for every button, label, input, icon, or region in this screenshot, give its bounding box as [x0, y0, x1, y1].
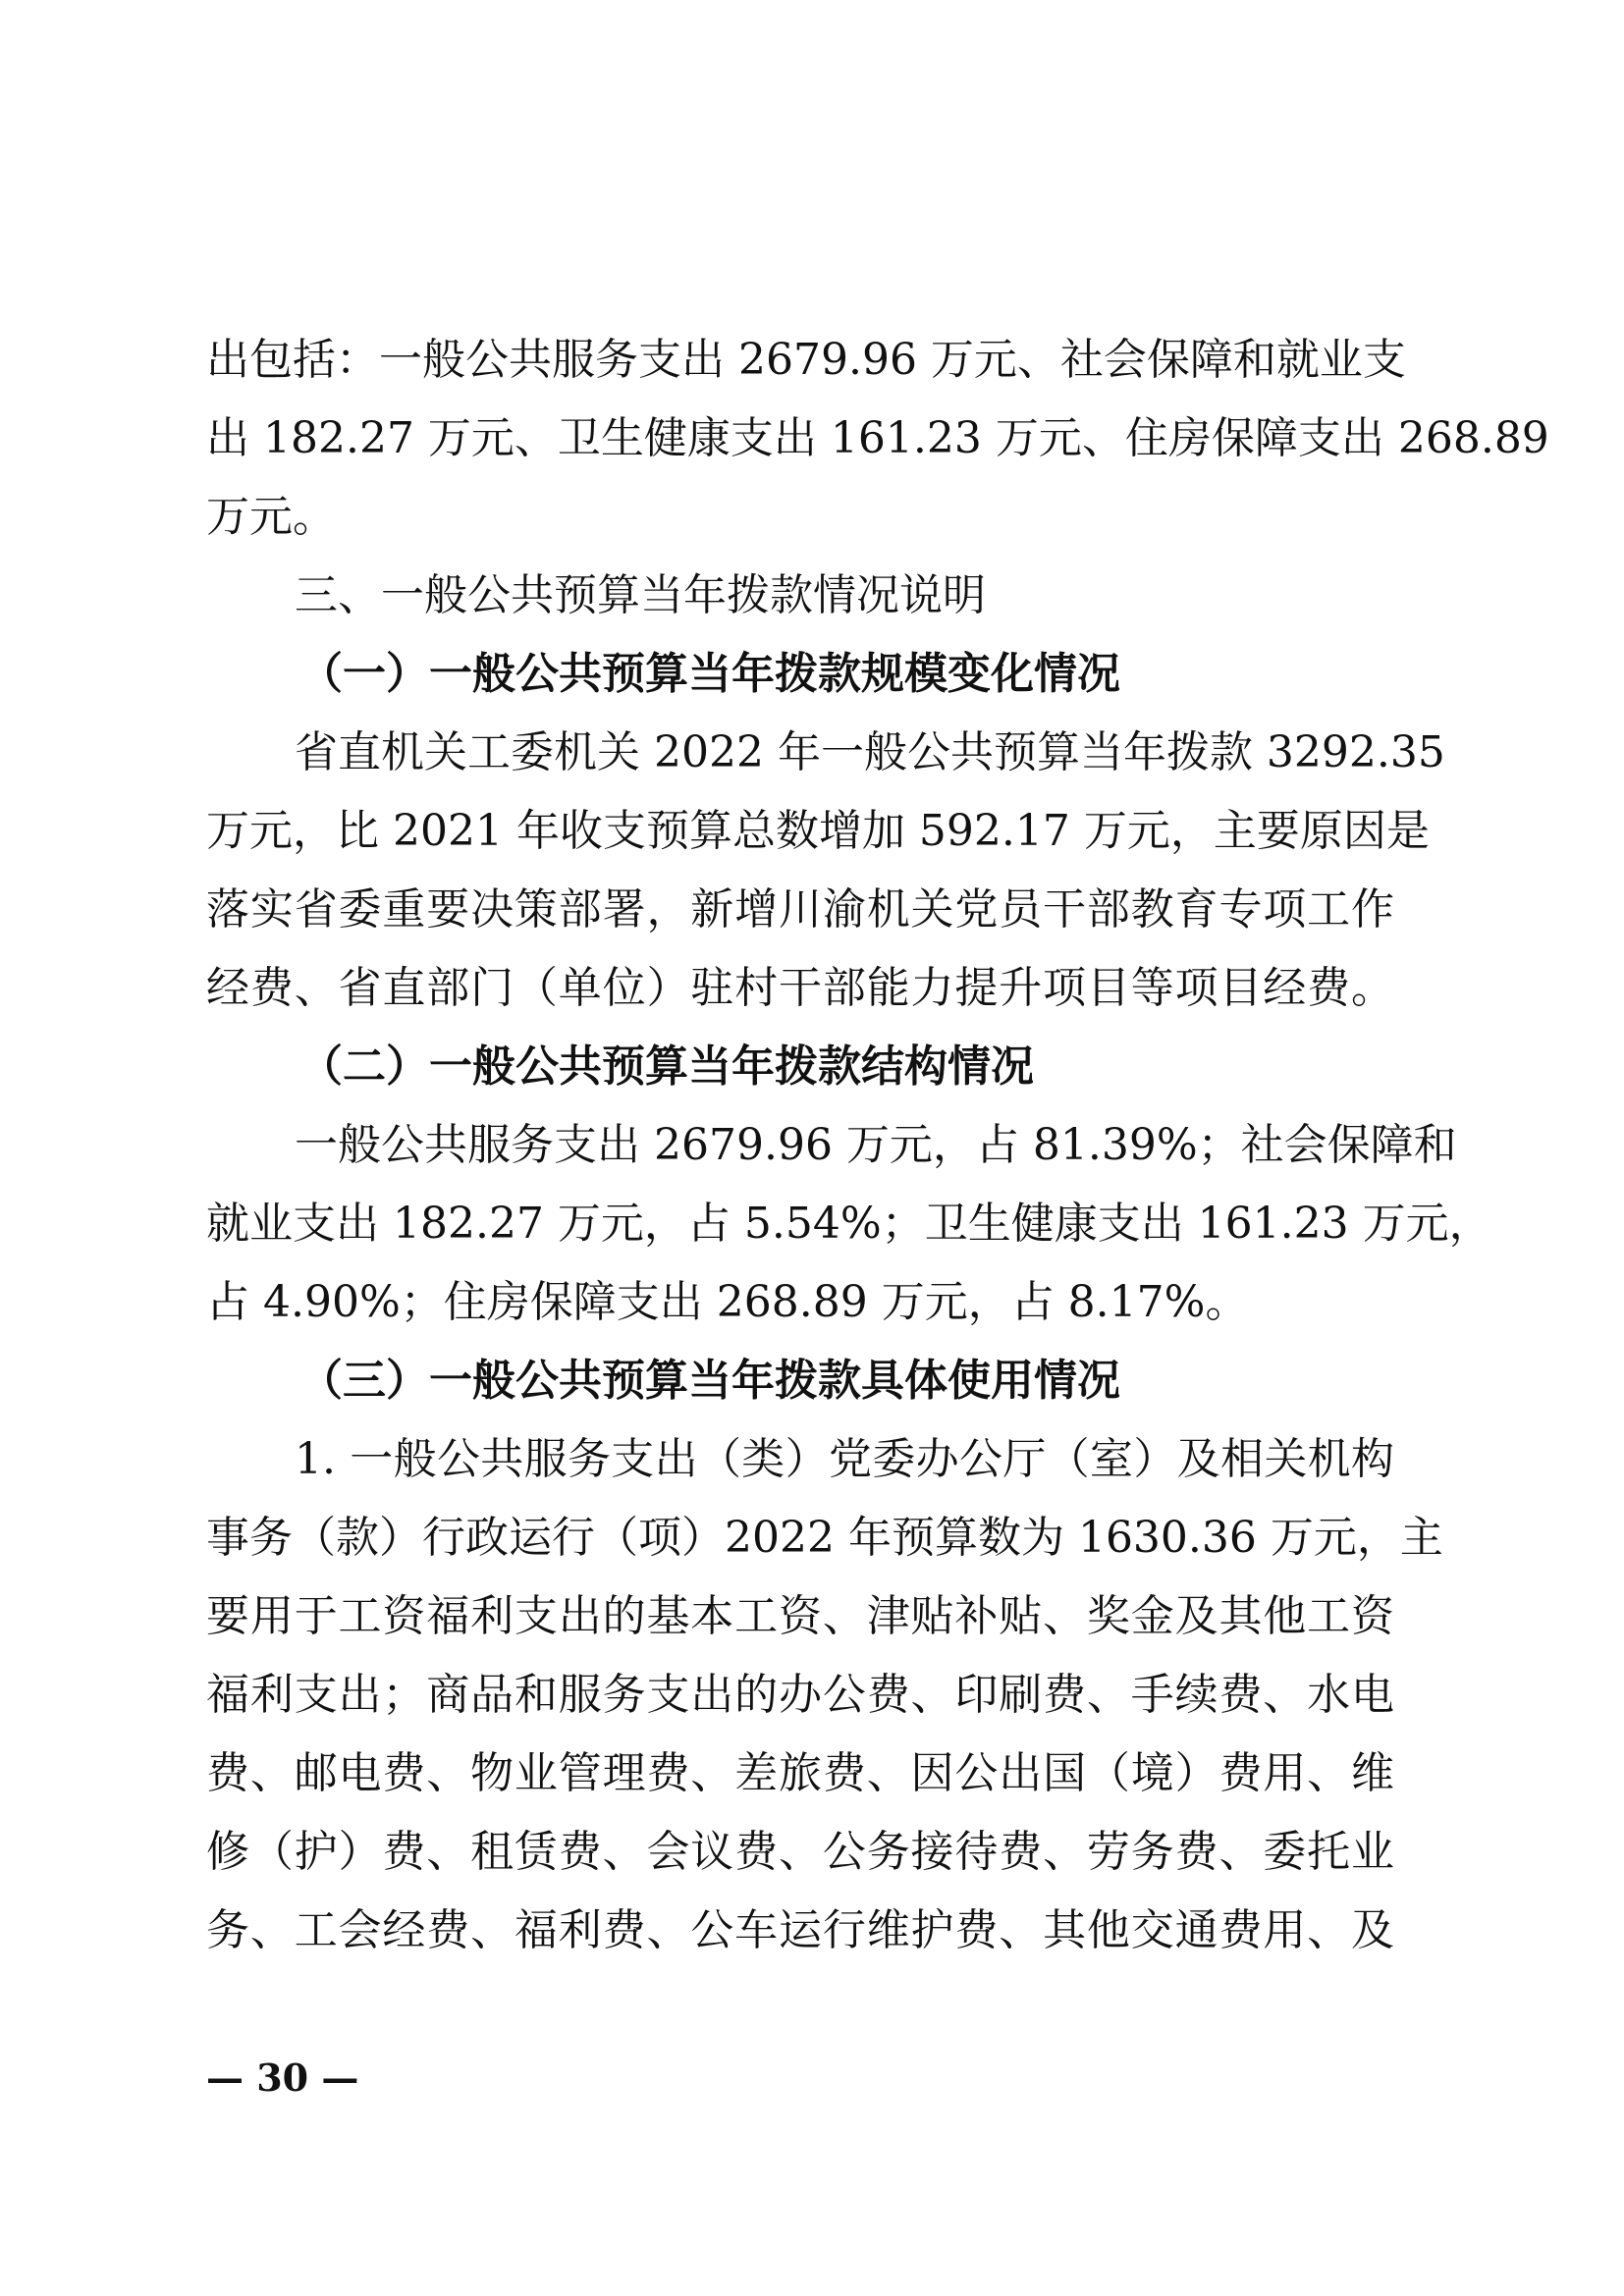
paragraph-line: 就业支出 182.27 万元，占 5.54%；卫生健康支出 161.23 万元，	[206, 1199, 1492, 1249]
paragraph-line: 一般公共服务支出 2679.96 万元，占 81.39%；社会保障和	[295, 1120, 1457, 1170]
page-number: — 30 —	[206, 2056, 359, 2100]
paragraph-line: 事务（款）行政运行（项）2022 年预算数为 1630.36 万元，主	[206, 1513, 1443, 1563]
section-heading: 三、一般公共预算当年拨款情况说明	[295, 570, 986, 620]
paragraph-line: 修（护）费、租赁费、会议费、公务接待费、劳务费、委托业	[206, 1827, 1394, 1877]
subsection-heading: （一）一般公共预算当年拨款规模变化情况	[299, 649, 1120, 699]
paragraph-line: 万元，比 2021 年收支预算总数增加 592.17 万元，主要原因是	[206, 806, 1430, 856]
paragraph-line: 务、工会经费、福利费、公车运行维护费、其他交通费用、及	[206, 1905, 1394, 1955]
paragraph-line: 出包括：一般公共服务支出 2679.96 万元、社会保障和就业支	[206, 335, 1406, 385]
paragraph-line: 福利支出；商品和服务支出的办公费、印刷费、手续费、水电	[206, 1670, 1394, 1720]
subsection-heading: （三）一般公共预算当年拨款具体使用情况	[299, 1356, 1120, 1406]
paragraph-line: 经费、省直部门（单位）驻村干部能力提升项目等项目经费。	[206, 963, 1394, 1013]
paragraph-line: 1. 一般公共服务支出（类）党委办公厅（室）及相关机构	[295, 1434, 1394, 1484]
paragraph-line: 费、邮电费、物业管理费、差旅费、因公出国（境）费用、维	[206, 1748, 1394, 1798]
subsection-heading: （二）一般公共预算当年拨款结构情况	[299, 1041, 1034, 1092]
paragraph-line: 省直机关工委机关 2022 年一般公共预算当年拨款 3292.35	[295, 727, 1445, 777]
paragraph-line: 落实省委重要决策部署，新增川渝机关党员干部教育专项工作	[206, 884, 1394, 934]
paragraph-line: 出 182.27 万元、卫生健康支出 161.23 万元、住房保障支出 268.89	[206, 413, 1549, 463]
paragraph-line: 要用于工资福利支出的基本工资、津贴补贴、奖金及其他工资	[206, 1591, 1394, 1641]
paragraph-line: 万元。	[206, 492, 336, 542]
paragraph-line: 占 4.90%；住房保障支出 268.89 万元，占 8.17%。	[206, 1277, 1249, 1327]
